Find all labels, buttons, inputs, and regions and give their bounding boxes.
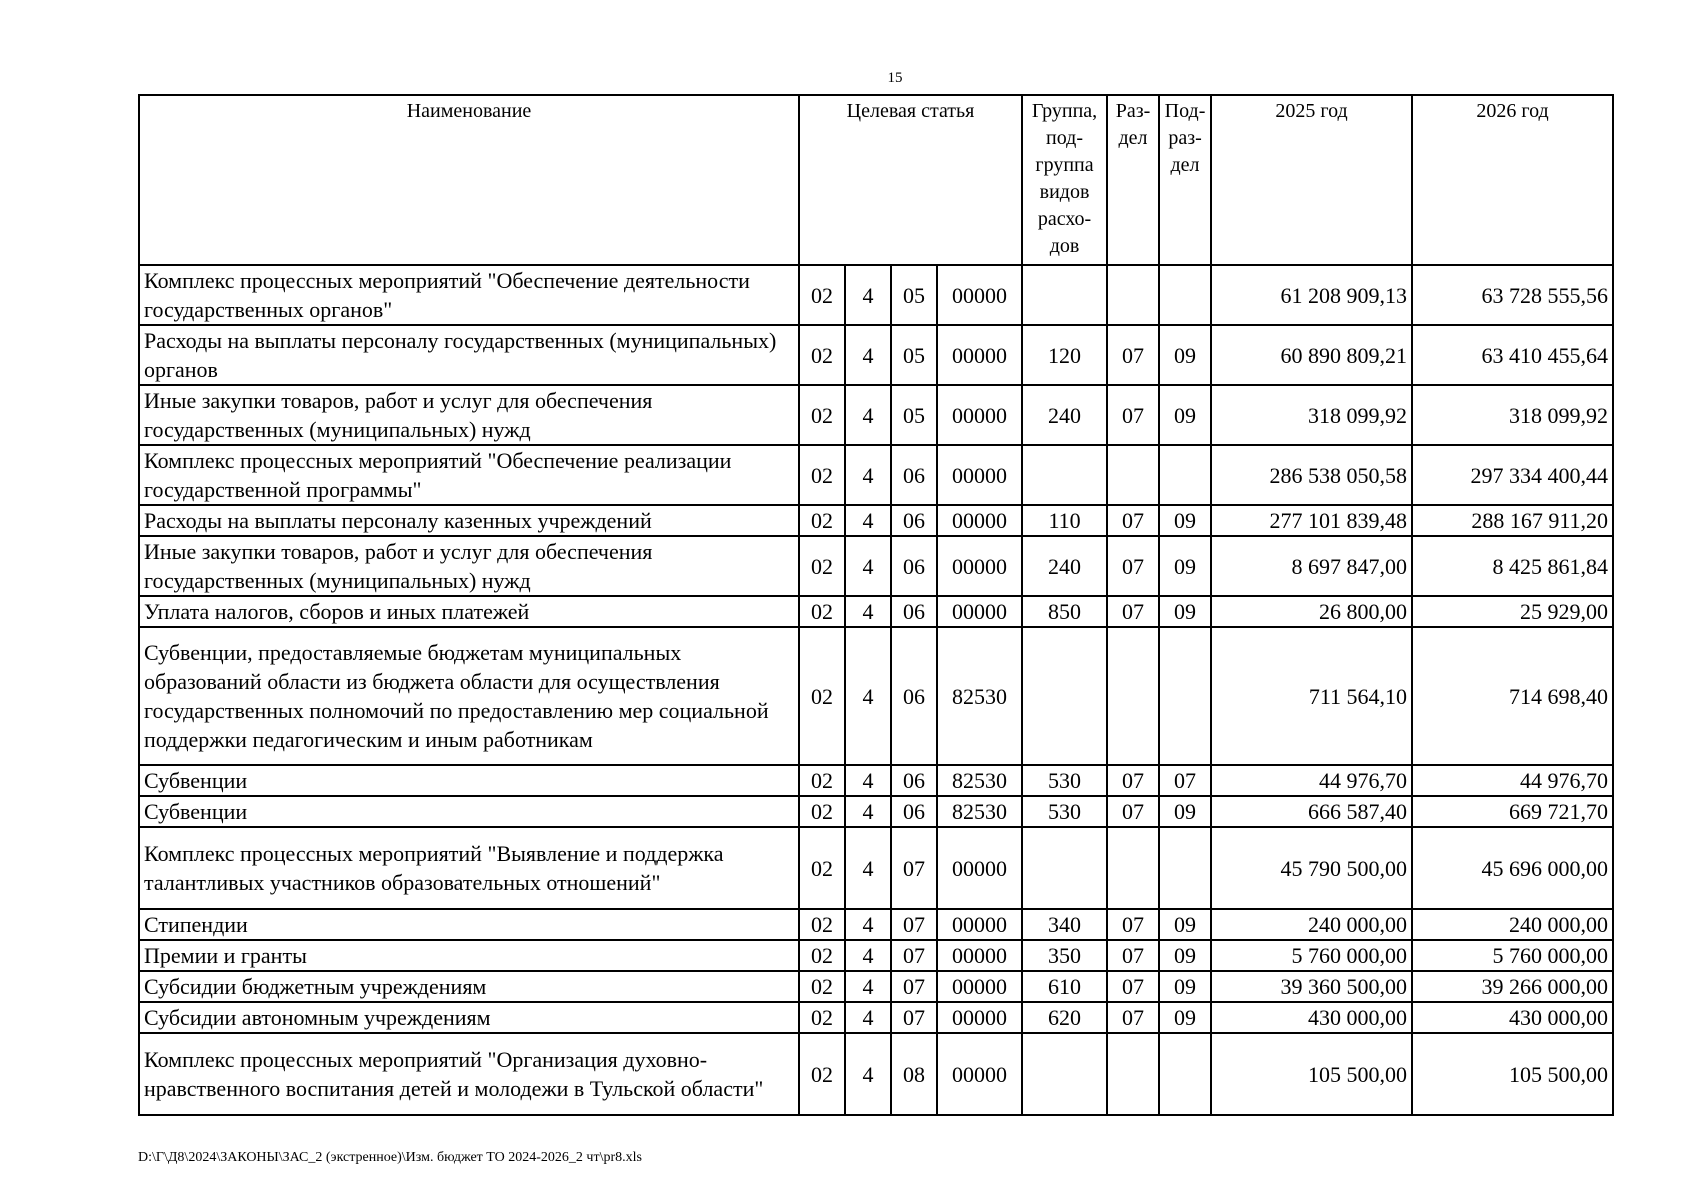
cell-subsection: 09 — [1159, 971, 1211, 1002]
cell-expense-group: 240 — [1022, 536, 1107, 596]
cell-amount-2026: 288 167 911,20 — [1412, 505, 1613, 536]
cell-subsection: 09 — [1159, 325, 1211, 385]
cell-target-part-3: 06 — [891, 596, 937, 627]
cell-target-part-4: 00000 — [937, 1033, 1022, 1115]
cell-target-part-2: 4 — [845, 1002, 891, 1033]
cell-target-part-4: 00000 — [937, 505, 1022, 536]
cell-amount-2026: 669 721,70 — [1412, 796, 1613, 827]
cell-target-part-4: 00000 — [937, 325, 1022, 385]
cell-name: Комплекс процессных мероприятий "Обеспечение деятельности государственных органов" — [139, 265, 799, 325]
table-row — [139, 765, 1613, 796]
cell-expense-group — [1022, 1033, 1107, 1115]
cell-target-part-2: 4 — [845, 596, 891, 627]
cell-subsection: 09 — [1159, 385, 1211, 445]
cell-amount-2026: 240 000,00 — [1412, 909, 1613, 940]
cell-subsection: 07 — [1159, 765, 1211, 796]
cell-target-part-3: 07 — [891, 940, 937, 971]
cell-amount-2025: 44 976,70 — [1211, 765, 1412, 796]
cell-target-part-3: 07 — [891, 827, 937, 909]
cell-target-part-2: 4 — [845, 385, 891, 445]
cell-subsection: 09 — [1159, 505, 1211, 536]
cell-target-part-1: 02 — [799, 827, 845, 909]
cell-amount-2025: 26 800,00 — [1211, 596, 1412, 627]
cell-target-part-4: 00000 — [937, 596, 1022, 627]
cell-target-part-1: 02 — [799, 596, 845, 627]
cell-amount-2025: 277 101 839,48 — [1211, 505, 1412, 536]
cell-target-part-2: 4 — [845, 536, 891, 596]
cell-target-part-3: 08 — [891, 1033, 937, 1115]
cell-subsection: 09 — [1159, 909, 1211, 940]
cell-expense-group: 620 — [1022, 1002, 1107, 1033]
table-row — [139, 265, 1613, 325]
cell-name: Субсидии автономным учреждениям — [139, 1002, 799, 1033]
header-group: Группа, под-группа видов расхо-дов — [1022, 95, 1107, 265]
cell-target-part-1: 02 — [799, 505, 845, 536]
page-number: 15 — [887, 70, 903, 86]
cell-amount-2025: 240 000,00 — [1211, 909, 1412, 940]
cell-amount-2026: 44 976,70 — [1412, 765, 1613, 796]
cell-target-part-2: 4 — [845, 325, 891, 385]
cell-name: Иные закупки товаров, работ и услуг для обеспечения государственных (муниципальных) нужд — [139, 385, 799, 445]
cell-target-part-4: 82530 — [937, 627, 1022, 765]
cell-subsection — [1159, 627, 1211, 765]
cell-target-part-3: 07 — [891, 909, 937, 940]
cell-expense-group: 610 — [1022, 971, 1107, 1002]
cell-target-part-2: 4 — [845, 627, 891, 765]
cell-target-part-1: 02 — [799, 325, 845, 385]
cell-name: Субвенции — [139, 796, 799, 827]
cell-target-part-2: 4 — [845, 445, 891, 505]
cell-section — [1107, 627, 1159, 765]
cell-target-part-2: 4 — [845, 1033, 891, 1115]
cell-target-part-1: 02 — [799, 445, 845, 505]
header-name: Наименование — [139, 95, 799, 265]
cell-target-part-4: 00000 — [937, 1002, 1022, 1033]
cell-target-part-3: 06 — [891, 536, 937, 596]
footer-file-path: D:\Г\Д8\2024\ЗАКОНЫ\ЗАС_2 (экстренное)\Изм. бюджет ТО 2024-2026_2 чт\pr8.xls — [138, 1150, 642, 1165]
cell-target-part-4: 00000 — [937, 265, 1022, 325]
header-section: Раз-дел — [1107, 95, 1159, 265]
cell-target-part-1: 02 — [799, 765, 845, 796]
cell-name: Стипендии — [139, 909, 799, 940]
table-row — [139, 536, 1613, 596]
cell-section: 07 — [1107, 536, 1159, 596]
cell-target-part-4: 00000 — [937, 445, 1022, 505]
cell-subsection — [1159, 445, 1211, 505]
cell-target-part-1: 02 — [799, 796, 845, 827]
header-year-2025: 2025 год — [1211, 95, 1412, 265]
cell-section: 07 — [1107, 971, 1159, 1002]
cell-target-part-2: 4 — [845, 827, 891, 909]
cell-name: Комплекс процессных мероприятий "Организация духовно-нравственного воспитания детей и молодежи в Тульской области" — [139, 1033, 799, 1115]
cell-target-part-1: 02 — [799, 1033, 845, 1115]
cell-expense-group: 240 — [1022, 385, 1107, 445]
cell-subsection — [1159, 827, 1211, 909]
cell-amount-2026: 105 500,00 — [1412, 1033, 1613, 1115]
cell-target-part-1: 02 — [799, 971, 845, 1002]
cell-target-part-4: 00000 — [937, 536, 1022, 596]
cell-amount-2025: 61 208 909,13 — [1211, 265, 1412, 325]
cell-target-part-3: 05 — [891, 265, 937, 325]
cell-amount-2025: 5 760 000,00 — [1211, 940, 1412, 971]
cell-amount-2025: 60 890 809,21 — [1211, 325, 1412, 385]
cell-target-part-2: 4 — [845, 909, 891, 940]
cell-amount-2026: 63 728 555,56 — [1412, 265, 1613, 325]
cell-amount-2025: 39 360 500,00 — [1211, 971, 1412, 1002]
cell-expense-group: 340 — [1022, 909, 1107, 940]
cell-section: 07 — [1107, 596, 1159, 627]
cell-target-part-4: 00000 — [937, 827, 1022, 909]
cell-target-part-4: 82530 — [937, 796, 1022, 827]
cell-target-part-3: 07 — [891, 1002, 937, 1033]
cell-section — [1107, 827, 1159, 909]
header-target-article: Целевая статья — [799, 95, 1022, 265]
cell-section: 07 — [1107, 796, 1159, 827]
cell-subsection: 09 — [1159, 796, 1211, 827]
cell-expense-group — [1022, 265, 1107, 325]
header-year-2026: 2026 год — [1412, 95, 1613, 265]
cell-name: Уплата налогов, сборов и иных платежей — [139, 596, 799, 627]
cell-target-part-2: 4 — [845, 796, 891, 827]
cell-target-part-1: 02 — [799, 1002, 845, 1033]
cell-section: 07 — [1107, 1002, 1159, 1033]
cell-target-part-3: 06 — [891, 505, 937, 536]
cell-expense-group: 110 — [1022, 505, 1107, 536]
cell-expense-group — [1022, 827, 1107, 909]
table-row — [139, 971, 1613, 1002]
cell-target-part-1: 02 — [799, 909, 845, 940]
cell-section: 07 — [1107, 909, 1159, 940]
cell-target-part-2: 4 — [845, 265, 891, 325]
cell-target-part-4: 00000 — [937, 385, 1022, 445]
cell-target-part-2: 4 — [845, 940, 891, 971]
cell-amount-2025: 430 000,00 — [1211, 1002, 1412, 1033]
table-row — [139, 827, 1613, 909]
table-row — [139, 505, 1613, 536]
table-row — [139, 1002, 1613, 1033]
cell-subsection: 09 — [1159, 596, 1211, 627]
header-subsection: Под-раз-дел — [1159, 95, 1211, 265]
cell-subsection: 09 — [1159, 536, 1211, 596]
cell-subsection — [1159, 1033, 1211, 1115]
cell-amount-2026: 714 698,40 — [1412, 627, 1613, 765]
cell-amount-2026: 5 760 000,00 — [1412, 940, 1613, 971]
cell-target-part-1: 02 — [799, 627, 845, 765]
cell-amount-2025: 666 587,40 — [1211, 796, 1412, 827]
cell-amount-2026: 8 425 861,84 — [1412, 536, 1613, 596]
cell-target-part-3: 06 — [891, 796, 937, 827]
cell-section — [1107, 1033, 1159, 1115]
cell-subsection — [1159, 265, 1211, 325]
cell-amount-2026: 318 099,92 — [1412, 385, 1613, 445]
cell-amount-2025: 286 538 050,58 — [1211, 445, 1412, 505]
cell-amount-2025: 45 790 500,00 — [1211, 827, 1412, 909]
cell-amount-2026: 430 000,00 — [1412, 1002, 1613, 1033]
table-row — [139, 796, 1613, 827]
cell-expense-group: 530 — [1022, 765, 1107, 796]
cell-target-part-3: 06 — [891, 627, 937, 765]
budget-table — [138, 94, 1614, 1116]
cell-amount-2025: 318 099,92 — [1211, 385, 1412, 445]
cell-amount-2026: 45 696 000,00 — [1412, 827, 1613, 909]
cell-target-part-1: 02 — [799, 385, 845, 445]
table-row — [139, 596, 1613, 627]
cell-name: Комплекс процессных мероприятий "Обеспечение реализации государственной программы" — [139, 445, 799, 505]
cell-amount-2025: 8 697 847,00 — [1211, 536, 1412, 596]
cell-amount-2025: 105 500,00 — [1211, 1033, 1412, 1115]
cell-section: 07 — [1107, 940, 1159, 971]
cell-expense-group — [1022, 445, 1107, 505]
cell-amount-2026: 39 266 000,00 — [1412, 971, 1613, 1002]
cell-amount-2025: 711 564,10 — [1211, 627, 1412, 765]
cell-subsection: 09 — [1159, 1002, 1211, 1033]
cell-name: Расходы на выплаты персоналу государственных (муниципальных) органов — [139, 325, 799, 385]
header-row — [139, 95, 1613, 265]
table-body — [139, 265, 1613, 1115]
cell-target-part-4: 00000 — [937, 971, 1022, 1002]
cell-expense-group: 850 — [1022, 596, 1107, 627]
cell-target-part-1: 02 — [799, 536, 845, 596]
cell-name: Премии и гранты — [139, 940, 799, 971]
cell-amount-2026: 63 410 455,64 — [1412, 325, 1613, 385]
cell-target-part-4: 00000 — [937, 909, 1022, 940]
cell-target-part-3: 06 — [891, 445, 937, 505]
cell-name: Иные закупки товаров, работ и услуг для обеспечения государственных (муниципальных) нужд — [139, 536, 799, 596]
cell-target-part-3: 05 — [891, 325, 937, 385]
cell-target-part-4: 00000 — [937, 940, 1022, 971]
cell-name: Расходы на выплаты персоналу казенных учреждений — [139, 505, 799, 536]
table-row — [139, 445, 1613, 505]
cell-section: 07 — [1107, 765, 1159, 796]
cell-target-part-1: 02 — [799, 265, 845, 325]
cell-target-part-3: 05 — [891, 385, 937, 445]
cell-target-part-2: 4 — [845, 765, 891, 796]
cell-expense-group — [1022, 627, 1107, 765]
table-row — [139, 909, 1613, 940]
cell-target-part-1: 02 — [799, 940, 845, 971]
table-row — [139, 627, 1613, 765]
cell-name: Субсидии бюджетным учреждениям — [139, 971, 799, 1002]
cell-target-part-2: 4 — [845, 505, 891, 536]
cell-target-part-3: 07 — [891, 971, 937, 1002]
cell-section — [1107, 265, 1159, 325]
cell-name: Комплекс процессных мероприятий "Выявление и поддержка талантливых участников образовательных отношений" — [139, 827, 799, 909]
cell-expense-group: 120 — [1022, 325, 1107, 385]
cell-section: 07 — [1107, 325, 1159, 385]
table-row — [139, 385, 1613, 445]
cell-name: Субвенции, предоставляемые бюджетам муниципальных образований области из бюджета области для осуществления государственных полномочий по предоставлению мер социальной поддержки педагогическим и иным работникам — [139, 627, 799, 765]
cell-subsection: 09 — [1159, 940, 1211, 971]
table-row — [139, 1033, 1613, 1115]
table-row — [139, 325, 1613, 385]
cell-target-part-4: 82530 — [937, 765, 1022, 796]
cell-target-part-3: 06 — [891, 765, 937, 796]
cell-amount-2026: 297 334 400,44 — [1412, 445, 1613, 505]
cell-section: 07 — [1107, 505, 1159, 536]
cell-amount-2026: 25 929,00 — [1412, 596, 1613, 627]
cell-expense-group: 350 — [1022, 940, 1107, 971]
table-row — [139, 940, 1613, 971]
cell-target-part-2: 4 — [845, 971, 891, 1002]
cell-section — [1107, 445, 1159, 505]
cell-name: Субвенции — [139, 765, 799, 796]
cell-expense-group: 530 — [1022, 796, 1107, 827]
cell-section: 07 — [1107, 385, 1159, 445]
